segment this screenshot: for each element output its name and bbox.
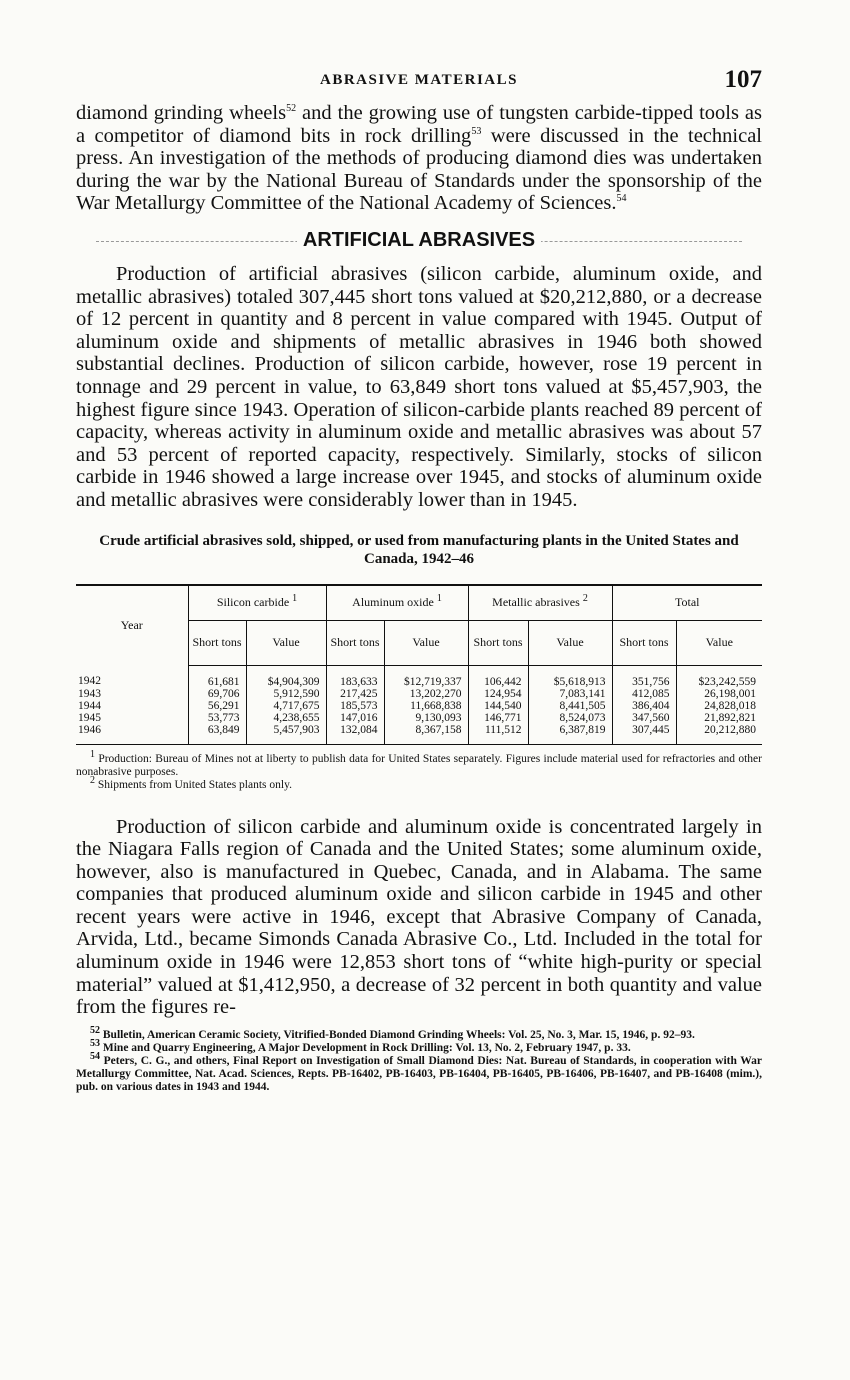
cell-t-value: 20,212,880 bbox=[676, 724, 762, 745]
cell-ma-value: $5,618,913 bbox=[528, 665, 612, 688]
cell-ma-tons: 111,512 bbox=[468, 724, 528, 745]
col-value: Value bbox=[246, 620, 326, 665]
section-heading bbox=[76, 229, 762, 251]
col-value: Value bbox=[676, 620, 762, 665]
cell-t-tons: 386,404 bbox=[612, 700, 676, 712]
abrasives-table bbox=[76, 584, 762, 745]
cell-ao-value: 11,668,838 bbox=[384, 700, 468, 712]
col-value: Value bbox=[528, 620, 612, 665]
cell-sc-value: 5,457,903 bbox=[246, 724, 326, 745]
cell-year: 1943 bbox=[76, 688, 188, 700]
footnote-ref-53[interactable]: 53 bbox=[471, 125, 482, 137]
cell-ma-tons: 124,954 bbox=[468, 688, 528, 700]
cell-ao-value: 13,202,270 bbox=[384, 688, 468, 700]
col-short-tons: Short tons bbox=[612, 620, 676, 665]
table-row bbox=[76, 665, 762, 688]
footnote-53: $^{53}$ Mine and Quarry Engineering, A Major Development in Rock Drilling: Vol. 13, No. 2, February 1947, p. 33. bbox=[90, 1038, 631, 1054]
cell-ma-value: 6,387,819 bbox=[528, 724, 612, 745]
group-header-metallic-abrasives: Metallic abrasives $^2$ bbox=[468, 585, 612, 621]
cell-year: 1944 bbox=[76, 700, 188, 712]
table-body bbox=[76, 665, 762, 744]
cell-sc-tons: 63,849 bbox=[188, 724, 246, 745]
cell-ma-value: 8,524,073 bbox=[528, 712, 612, 724]
table-row bbox=[76, 712, 762, 724]
cell-ao-value: $12,719,337 bbox=[384, 665, 468, 688]
table-row bbox=[76, 688, 762, 700]
document-page bbox=[76, 64, 762, 1094]
table-caption: Crude artificial abrasives sold, shipped, or used from manufacturing plants in the United States and Canada, 1942–46 bbox=[99, 532, 739, 567]
cell-ao-tons: 132,084 bbox=[326, 724, 384, 745]
year-header: Year bbox=[76, 585, 188, 666]
cell-year: 1945 bbox=[76, 712, 188, 724]
intro-paragraph bbox=[76, 102, 762, 215]
section-paragraph: Production of artificial abrasives (silicon carbide, aluminum oxide, and metallic abrasives) totaled 307,445 short tons valued at $20,212,880, or a decrease of 12 percent in quantity and 8 percent in value compared with 1945. Output of aluminum oxide and shipments of metallic abrasives in 1946 both showed substantial declines. Production of silicon carbide, however, rose 19 percent in tonnage and 29 percent in value, to 63,849 short tons valued at $5,457,903, the highest figure since 1943. Operation of silicon-carbide plants reached 89 percent of capacity, whereas activity in aluminum oxide and metallic abrasives was about 57 and 53 percent of reported capacity, respectively. Similarly, stocks of silicon carbide in 1946 showed a large increase over 1945, and stocks of aluminum oxide and metallic abrasives were considerably lower than in 1945. bbox=[76, 262, 762, 511]
intro-text-1: diamond grinding wheels bbox=[76, 102, 287, 124]
cell-t-tons: 351,756 bbox=[612, 665, 676, 688]
second-paragraph: Production of silicon carbide and aluminum oxide is concentrated largely in the Niagara Falls region of Canada and the United States; some aluminum oxide, however, also is manufactured in Quebec, Canada, and in Alabama. The same companies that produced aluminum oxide and silicon carbide in 1945 and other recent years were active in 1946, except that Abrasive Company of Canada, Arvida, Ltd., became Simonds Canada Abrasive Co., Ltd. Included in the total for aluminum oxide in 1946 were 12,853 short tons of “white high-purity or special material” valued at $1,412,950, a decrease of 32 percent in both quantity and value from the figures re- bbox=[76, 815, 762, 1019]
col-short-tons: Short tons bbox=[468, 620, 528, 665]
table-row bbox=[76, 724, 762, 745]
cell-sc-tons: 56,291 bbox=[188, 700, 246, 712]
footnote-ref-54[interactable]: 54 bbox=[616, 193, 627, 205]
table-notes bbox=[76, 748, 762, 792]
section-title: ARTIFICIAL ABRASIVES bbox=[297, 229, 541, 251]
cell-t-tons: 307,445 bbox=[612, 724, 676, 745]
page-header bbox=[76, 64, 762, 102]
cell-ao-tons: 185,573 bbox=[326, 700, 384, 712]
page-footnotes bbox=[76, 1025, 762, 1094]
cell-sc-tons: 53,773 bbox=[188, 712, 246, 724]
intro-text-3: were discussed in the technical press. An investigation of the methods of producing diamond dies was undertaken during the war by the National Bureau of Standards under the sponsorship of the War Metallurgy Committee of the National Academy of Sciences. bbox=[76, 124, 762, 215]
footnote-ref-52[interactable]: 52 bbox=[286, 103, 297, 115]
cell-sc-value: $4,904,309 bbox=[246, 665, 326, 688]
footnote-52: $^{52}$ Bulletin, American Ceramic Society, Vitrified-Bonded Diamond Grinding Wheels: Vol. 25, No. 3, Mar. 15, 1946, p. 92–93. bbox=[90, 1025, 695, 1041]
cell-year: 1942 bbox=[76, 665, 188, 688]
cell-year: 1946 bbox=[76, 724, 188, 745]
col-short-tons: Short tons bbox=[188, 620, 246, 665]
cell-ma-value: 7,083,141 bbox=[528, 688, 612, 700]
cell-t-value: 21,892,821 bbox=[704, 711, 756, 724]
table-note: $^1$ Production: Bureau of Mines not at liberty to publish data for United States separately. Figures include material used for refractories and other nonabrasive purposes. bbox=[76, 748, 762, 778]
cell-sc-value: 4,717,675 bbox=[246, 700, 326, 712]
table-note: $^2$ Shipments from United States plants only. bbox=[90, 774, 292, 791]
cell-ao-value: 9,130,093 bbox=[384, 712, 468, 724]
cell-ao-tons: 217,425 bbox=[326, 688, 384, 700]
running-title: ABRASIVE MATERIALS bbox=[319, 72, 518, 88]
cell-sc-tons: 61,681 bbox=[188, 665, 246, 688]
page-number: 107 bbox=[724, 66, 762, 93]
table-row bbox=[76, 700, 762, 712]
cell-t-value: 24,828,018 bbox=[704, 699, 756, 712]
cell-sc-value: 5,912,590 bbox=[246, 688, 326, 700]
cell-ao-tons: 183,633 bbox=[326, 665, 384, 688]
cell-sc-value: 4,238,655 bbox=[246, 712, 326, 724]
cell-sc-tons: 69,706 bbox=[188, 688, 246, 700]
cell-ma-tons: 146,771 bbox=[468, 712, 528, 724]
group-header-total: Total bbox=[612, 585, 762, 621]
cell-ma-tons: 144,540 bbox=[468, 700, 528, 712]
group-header-aluminum-oxide: Aluminum oxide $^1$ bbox=[326, 585, 468, 621]
cell-ao-value: 8,367,158 bbox=[384, 724, 468, 745]
col-short-tons: Short tons bbox=[326, 620, 384, 665]
group-header-silicon-carbide: Silicon carbide $^1$ bbox=[188, 585, 326, 621]
cell-t-tons: 347,560 bbox=[612, 712, 676, 724]
footnote-54: $^{54}$ Peters, C. G., and others, Final Report on Investigation of Small Diamond Dies: Nat. Bureau of Standards, in cooperation with War Metallurgy Committee, Nat. Acad. Sciences, Repts. PB-16402, PB-16403, PB-16404, PB-16405, PB-16406, PB-16407, and PB-16408 (mim.), pub. on various dates in 1943 and 1944. bbox=[76, 1051, 762, 1093]
cell-t-value: $23,242,559 bbox=[698, 675, 756, 688]
cell-ma-value: 8,441,505 bbox=[528, 700, 612, 712]
cell-t-tons: 412,085 bbox=[612, 688, 676, 700]
cell-t-value: 26,198,001 bbox=[704, 687, 756, 700]
intro-text-2: and the growing use of tungsten carbide-tipped tools as a competitor of diamond bits in rock drilling bbox=[76, 102, 762, 147]
cell-ao-tons: 147,016 bbox=[326, 712, 384, 724]
col-value: Value bbox=[384, 620, 468, 665]
cell-ma-tons: 106,442 bbox=[468, 665, 528, 688]
